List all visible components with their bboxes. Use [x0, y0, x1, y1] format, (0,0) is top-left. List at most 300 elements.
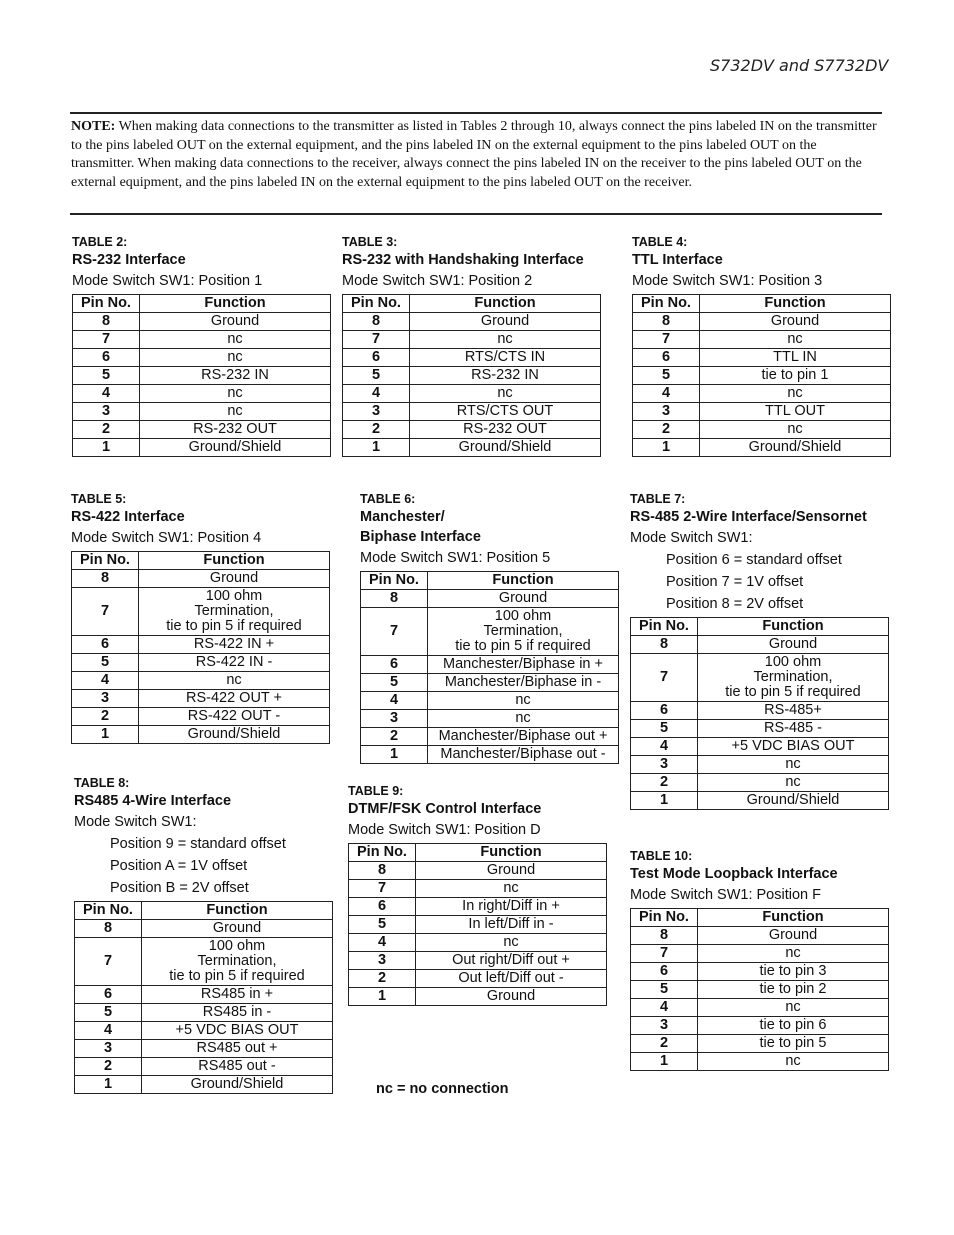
table-row	[343, 421, 601, 439]
mode-switch-label: Mode Switch SW1: Position 3	[632, 273, 823, 289]
pin-function: tie to pin 6	[698, 1017, 889, 1035]
table-header-row	[72, 552, 330, 570]
table-row	[349, 880, 607, 898]
table-row	[633, 331, 891, 349]
pin-number: 1	[631, 1053, 698, 1071]
table-row	[349, 934, 607, 952]
function-header: Function	[410, 295, 601, 313]
table-header-row	[75, 902, 333, 920]
pin-number: 5	[631, 981, 698, 999]
table-label: TABLE 5:	[71, 492, 127, 506]
note-label: NOTE:	[71, 119, 116, 134]
pin-number: 6	[361, 656, 428, 674]
pin-number: 2	[361, 728, 428, 746]
table-row	[72, 636, 330, 654]
pin-number: 7	[631, 945, 698, 963]
pin-table	[72, 294, 331, 457]
pin-number: 2	[349, 970, 416, 988]
table-label: TABLE 8:	[74, 776, 130, 790]
pin-number: 3	[633, 403, 700, 421]
pin-function: nc	[698, 756, 889, 774]
pin-number: 3	[361, 710, 428, 728]
table-row	[633, 385, 891, 403]
table-header-row	[633, 295, 891, 313]
table-title: RS-232 with Handshaking Interface	[342, 252, 584, 268]
pin-number: 7	[75, 938, 142, 986]
table-row	[73, 439, 331, 457]
pin-number: 6	[631, 702, 698, 720]
table-row	[72, 672, 330, 690]
pin-function: Manchester/Biphase in +	[428, 656, 619, 674]
pin-no-header: Pin No.	[75, 902, 142, 920]
pin-function: nc	[410, 331, 601, 349]
pin-no-header: Pin No.	[349, 844, 416, 862]
pin-no-header: Pin No.	[361, 572, 428, 590]
table-row	[361, 656, 619, 674]
pin-function: RS485 out -	[142, 1058, 333, 1076]
pin-number: 3	[72, 690, 139, 708]
pin-function: Manchester/Biphase out +	[428, 728, 619, 746]
pin-number: 8	[72, 570, 139, 588]
pin-number: 5	[343, 367, 410, 385]
pin-table	[342, 294, 601, 457]
pin-number: 8	[73, 313, 140, 331]
pin-table	[74, 901, 333, 1094]
pin-number: 5	[631, 720, 698, 738]
pin-function: RS-485 -	[698, 720, 889, 738]
pin-number: 4	[349, 934, 416, 952]
pin-function: nc	[698, 1053, 889, 1071]
table-row	[631, 927, 889, 945]
table-row	[343, 439, 601, 457]
pin-number: 6	[349, 898, 416, 916]
table-row	[631, 1053, 889, 1071]
pin-function: Ground/Shield	[698, 792, 889, 810]
table-block	[348, 783, 607, 1006]
function-header: Function	[700, 295, 891, 313]
table-row	[633, 421, 891, 439]
table-block	[360, 491, 619, 764]
mode-switch-label: Mode Switch SW1: Position D	[348, 822, 541, 838]
pin-function: nc	[700, 331, 891, 349]
table-title: RS-485 2-Wire Interface/Sensornet	[630, 509, 867, 525]
document-header-title: S732DV and S7732DV	[710, 56, 889, 75]
pin-number: 1	[361, 746, 428, 764]
table-label: TABLE 3:	[342, 235, 398, 249]
pin-function: nc	[700, 385, 891, 403]
pin-number: 8	[75, 920, 142, 938]
pin-function: nc	[139, 672, 330, 690]
pin-number: 4	[631, 999, 698, 1017]
pin-function: RS-232 IN	[140, 367, 331, 385]
table-row	[631, 720, 889, 738]
pin-number: 6	[343, 349, 410, 367]
pin-function: Ground/Shield	[140, 439, 331, 457]
pin-function: Ground	[416, 988, 607, 1006]
pin-function: In right/Diff in +	[416, 898, 607, 916]
table-row	[633, 349, 891, 367]
pin-function: tie to pin 3	[698, 963, 889, 981]
pin-table	[348, 843, 607, 1006]
pin-function: Ground	[140, 313, 331, 331]
pin-function: Ground	[698, 636, 889, 654]
pin-function: RS-232 OUT	[410, 421, 601, 439]
pin-number: 8	[631, 636, 698, 654]
pin-number: 1	[343, 439, 410, 457]
table-label: TABLE 6:	[360, 492, 416, 506]
table-row	[343, 403, 601, 421]
pin-number: 8	[361, 590, 428, 608]
mode-position-option: Position 9 = standard offset	[110, 836, 286, 852]
pin-function: nc	[698, 945, 889, 963]
table-header-row	[343, 295, 601, 313]
table-block	[74, 775, 333, 1094]
table-header-row	[361, 572, 619, 590]
table-row	[75, 1058, 333, 1076]
mode-switch-label: Mode Switch SW1:	[74, 814, 197, 830]
table-block	[630, 848, 889, 1071]
function-header: Function	[428, 572, 619, 590]
pin-function: tie to pin 5	[698, 1035, 889, 1053]
pin-function: 100 ohm Termination, tie to pin 5 if required	[142, 938, 333, 986]
pin-number: 6	[633, 349, 700, 367]
table-row	[72, 708, 330, 726]
pin-number: 8	[349, 862, 416, 880]
pin-no-header: Pin No.	[631, 909, 698, 927]
mode-switch-label: Mode Switch SW1: Position F	[630, 887, 821, 903]
pin-function: Ground	[700, 313, 891, 331]
table-title: Test Mode Loopback Interface	[630, 866, 838, 882]
pin-table	[630, 617, 889, 810]
table-title: TTL Interface	[632, 252, 723, 268]
table-row	[72, 588, 330, 636]
pin-function: nc	[428, 692, 619, 710]
table-row	[72, 726, 330, 744]
pin-number: 5	[633, 367, 700, 385]
pin-number: 8	[633, 313, 700, 331]
table-row	[631, 963, 889, 981]
pin-function: Ground	[142, 920, 333, 938]
pin-number: 4	[361, 692, 428, 710]
table-row	[361, 692, 619, 710]
table-row	[343, 331, 601, 349]
table-row	[72, 570, 330, 588]
mode-position-option: Position 8 = 2V offset	[666, 596, 804, 612]
table-row	[75, 938, 333, 986]
table-row	[349, 988, 607, 1006]
pin-no-header: Pin No.	[631, 618, 698, 636]
table-title: RS-232 Interface	[72, 252, 186, 268]
pin-number: 5	[75, 1004, 142, 1022]
pin-number: 2	[73, 421, 140, 439]
pin-number: 1	[72, 726, 139, 744]
pin-function: Ground	[416, 862, 607, 880]
pin-function: Manchester/Biphase out -	[428, 746, 619, 764]
table-row	[361, 608, 619, 656]
pin-function: RS-422 OUT +	[139, 690, 330, 708]
note-text: When making data connections to the transmitter as listed in Tables 2 through 10, always connect the pins labeled IN on the transmitter to the pins labeled OUT on the external equipment, and the pins labeled IN on the external equipment to the pins labeled OUT on the transmitter. When making data connections to the receiver, always connect the pins labeled IN on the receiver to the pins labeled OUT on the external equipment, and the pins labeled IN on the external equipment to the pins labeled OUT on the receiver.	[71, 119, 877, 190]
pin-function: nc	[410, 385, 601, 403]
table-row	[75, 1022, 333, 1040]
table-row	[361, 590, 619, 608]
mode-switch-label: Mode Switch SW1: Position 4	[71, 530, 262, 546]
table-header-row	[73, 295, 331, 313]
pin-function: TTL OUT	[700, 403, 891, 421]
pin-function: nc	[698, 999, 889, 1017]
table-row	[343, 349, 601, 367]
pin-number: 6	[72, 636, 139, 654]
table-row	[631, 774, 889, 792]
mode-switch-label: Mode Switch SW1:	[630, 530, 753, 546]
mode-switch-label: Mode Switch SW1: Position 2	[342, 273, 533, 289]
pin-function: RTS/CTS OUT	[410, 403, 601, 421]
pin-function: RS485 in +	[142, 986, 333, 1004]
pin-number: 7	[633, 331, 700, 349]
table-label: TABLE 10:	[630, 849, 693, 863]
table-header-row	[631, 618, 889, 636]
table-row	[631, 1035, 889, 1053]
table-row	[72, 654, 330, 672]
function-header: Function	[139, 552, 330, 570]
table-title: RS-422 Interface	[71, 509, 185, 525]
function-header: Function	[142, 902, 333, 920]
pin-function: nc	[140, 403, 331, 421]
pin-function: RS-232 IN	[410, 367, 601, 385]
table-header-row	[349, 844, 607, 862]
function-header: Function	[698, 909, 889, 927]
table-title: Manchester/	[360, 509, 445, 525]
table-row	[349, 916, 607, 934]
pin-function: Ground	[698, 927, 889, 945]
table-row	[631, 792, 889, 810]
table-row	[73, 421, 331, 439]
pin-no-header: Pin No.	[72, 552, 139, 570]
pin-number: 1	[75, 1076, 142, 1094]
mode-position-option: Position A = 1V offset	[110, 858, 248, 874]
pin-number: 4	[73, 385, 140, 403]
pin-function: Ground/Shield	[139, 726, 330, 744]
pin-no-header: Pin No.	[73, 295, 140, 313]
pin-function: +5 VDC BIAS OUT	[698, 738, 889, 756]
table-row	[633, 367, 891, 385]
pin-function: Out left/Diff out -	[416, 970, 607, 988]
pin-function: Ground	[410, 313, 601, 331]
table-title: Biphase Interface	[360, 529, 481, 545]
pin-function: In left/Diff in -	[416, 916, 607, 934]
table-title: DTMF/FSK Control Interface	[348, 801, 542, 817]
pin-function: RS-422 IN +	[139, 636, 330, 654]
table-row	[633, 313, 891, 331]
table-row	[631, 756, 889, 774]
pin-table	[360, 571, 619, 764]
pin-number: 5	[349, 916, 416, 934]
table-row	[361, 728, 619, 746]
pin-number: 3	[349, 952, 416, 970]
pin-function: nc	[140, 385, 331, 403]
pin-number: 2	[631, 774, 698, 792]
pin-no-header: Pin No.	[633, 295, 700, 313]
pin-number: 4	[631, 738, 698, 756]
pin-number: 7	[349, 880, 416, 898]
table-block	[72, 234, 331, 457]
mode-position-option: Position 7 = 1V offset	[666, 574, 804, 590]
table-row	[73, 367, 331, 385]
pin-no-header: Pin No.	[343, 295, 410, 313]
pin-number: 4	[72, 672, 139, 690]
table-title: RS485 4-Wire Interface	[74, 793, 232, 809]
table-label: TABLE 4:	[632, 235, 688, 249]
mode-switch-label: Mode Switch SW1: Position 1	[72, 273, 263, 289]
function-header: Function	[698, 618, 889, 636]
table-row	[349, 862, 607, 880]
pin-number: 1	[633, 439, 700, 457]
table-row	[72, 690, 330, 708]
pin-number: 8	[631, 927, 698, 945]
table-block	[632, 234, 891, 457]
pin-function: Ground	[139, 570, 330, 588]
pin-number: 5	[72, 654, 139, 672]
pin-number: 4	[75, 1022, 142, 1040]
nc-footnote: nc = no connection	[376, 1081, 509, 1097]
mode-switch-label: Mode Switch SW1: Position 5	[360, 550, 551, 566]
pin-function: RS-422 OUT -	[139, 708, 330, 726]
table-row	[349, 898, 607, 916]
pin-number: 6	[631, 963, 698, 981]
note-paragraph	[71, 118, 881, 192]
pin-function: +5 VDC BIAS OUT	[142, 1022, 333, 1040]
pin-number: 2	[75, 1058, 142, 1076]
pin-function: Ground/Shield	[142, 1076, 333, 1094]
pin-function: RS485 in -	[142, 1004, 333, 1022]
pin-function: RS485 out +	[142, 1040, 333, 1058]
pin-number: 6	[73, 349, 140, 367]
pin-function: tie to pin 1	[700, 367, 891, 385]
pin-function: nc	[428, 710, 619, 728]
bottom-rule	[70, 213, 882, 215]
table-row	[631, 636, 889, 654]
table-row	[73, 385, 331, 403]
pin-function: Ground/Shield	[410, 439, 601, 457]
pin-function: RS-485+	[698, 702, 889, 720]
table-label: TABLE 2:	[72, 235, 128, 249]
table-row	[73, 313, 331, 331]
table-row	[631, 738, 889, 756]
pin-number: 5	[361, 674, 428, 692]
pin-number: 2	[343, 421, 410, 439]
table-row	[349, 952, 607, 970]
table-row	[75, 1004, 333, 1022]
table-row	[633, 403, 891, 421]
table-row	[631, 981, 889, 999]
pin-function: RTS/CTS IN	[410, 349, 601, 367]
table-row	[631, 702, 889, 720]
pin-function: nc	[140, 349, 331, 367]
pin-number: 7	[73, 331, 140, 349]
table-row	[75, 1076, 333, 1094]
pin-function: Out right/Diff out +	[416, 952, 607, 970]
table-row	[343, 385, 601, 403]
table-row	[361, 674, 619, 692]
pin-function: nc	[698, 774, 889, 792]
pin-number: 1	[631, 792, 698, 810]
table-row	[343, 313, 601, 331]
pin-number: 3	[75, 1040, 142, 1058]
pin-table	[632, 294, 891, 457]
table-label: TABLE 7:	[630, 492, 686, 506]
function-header: Function	[140, 295, 331, 313]
pin-number: 3	[631, 1017, 698, 1035]
mode-position-option: Position 6 = standard offset	[666, 552, 842, 568]
table-row	[343, 367, 601, 385]
pin-function: RS-422 IN -	[139, 654, 330, 672]
top-rule	[70, 112, 882, 114]
pin-number: 3	[631, 756, 698, 774]
pin-function: 100 ohm Termination, tie to pin 5 if required	[698, 654, 889, 702]
table-row	[73, 349, 331, 367]
table-row	[631, 999, 889, 1017]
pin-number: 2	[633, 421, 700, 439]
pin-number: 4	[633, 385, 700, 403]
mode-position-option: Position B = 2V offset	[110, 880, 249, 896]
pin-number: 2	[72, 708, 139, 726]
table-row	[75, 920, 333, 938]
pin-number: 2	[631, 1035, 698, 1053]
table-row	[73, 403, 331, 421]
pin-function: nc	[140, 331, 331, 349]
pin-number: 8	[343, 313, 410, 331]
table-row	[75, 986, 333, 1004]
pin-function: RS-232 OUT	[140, 421, 331, 439]
pin-function: nc	[416, 934, 607, 952]
pin-number: 5	[73, 367, 140, 385]
table-row	[73, 331, 331, 349]
pin-function: Ground/Shield	[700, 439, 891, 457]
table-row	[75, 1040, 333, 1058]
pin-function: nc	[700, 421, 891, 439]
table-row	[631, 654, 889, 702]
pin-number: 3	[73, 403, 140, 421]
pin-number: 4	[343, 385, 410, 403]
pin-function: 100 ohm Termination, tie to pin 5 if required	[428, 608, 619, 656]
table-block	[342, 234, 601, 457]
pin-function: tie to pin 2	[698, 981, 889, 999]
table-label: TABLE 9:	[348, 784, 404, 798]
pin-number: 1	[349, 988, 416, 1006]
pin-table	[71, 551, 330, 744]
table-row	[361, 710, 619, 728]
pin-number: 3	[343, 403, 410, 421]
function-header: Function	[416, 844, 607, 862]
pin-number: 1	[73, 439, 140, 457]
table-row	[631, 1017, 889, 1035]
table-row	[349, 970, 607, 988]
pin-number: 7	[343, 331, 410, 349]
pin-number: 7	[72, 588, 139, 636]
pin-function: 100 ohm Termination, tie to pin 5 if required	[139, 588, 330, 636]
pin-function: Ground	[428, 590, 619, 608]
pin-function: Manchester/Biphase in -	[428, 674, 619, 692]
table-row	[633, 439, 891, 457]
pin-number: 7	[361, 608, 428, 656]
pin-number: 7	[631, 654, 698, 702]
pin-table	[630, 908, 889, 1071]
pin-function: nc	[416, 880, 607, 898]
table-block	[630, 491, 889, 810]
pin-function: TTL IN	[700, 349, 891, 367]
table-row	[361, 746, 619, 764]
pin-number: 6	[75, 986, 142, 1004]
table-header-row	[631, 909, 889, 927]
